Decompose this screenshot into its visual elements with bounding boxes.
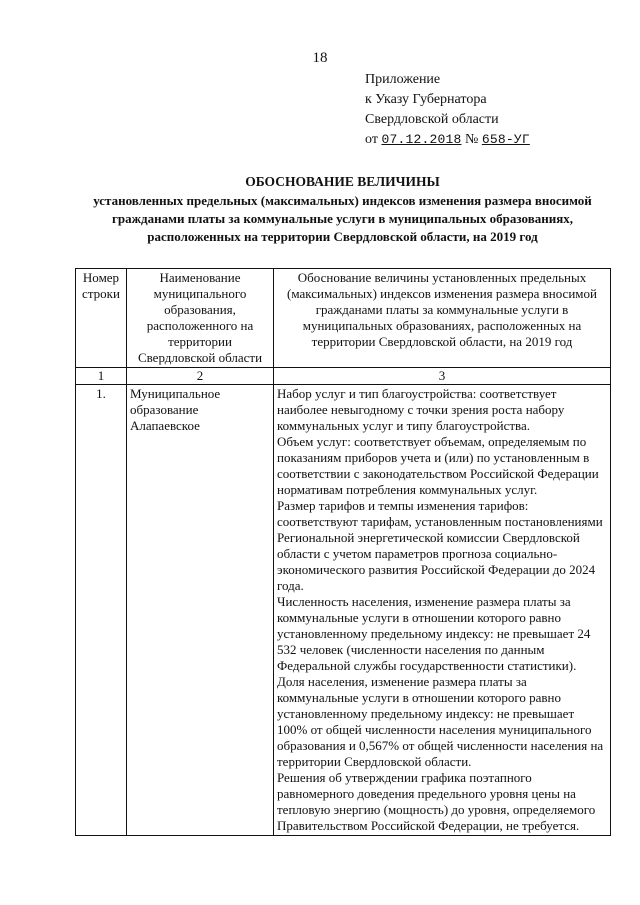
justification-paragraph: Доля населения, изменение размера платы за коммунальные услуги в отношении которого равно установленному предельному индексу: не превышает 100% от общей численности населения муниципального образования и 0,567% от общей численности населения на территории Свердловской области. — [277, 674, 604, 769]
subtitle-line: гражданами платы за коммунальные услуги в муниципальных образованиях, — [111, 211, 574, 226]
table-row — [76, 385, 611, 836]
justification-paragraph: Набор услуг и тип благоустройства: соответствует наиболее невыгодному с точки зрения роста набору коммунальных услуг и типу благоустройства. — [277, 386, 565, 433]
annex-date-line — [365, 130, 530, 150]
annex-line: Приложение — [365, 72, 441, 87]
column-number: 1 — [76, 368, 127, 385]
annex-block — [365, 70, 530, 150]
table-header-row — [76, 269, 611, 368]
annex-no-sign: № — [464, 132, 479, 147]
justification-paragraph: Объем услуг: соответствует объемам, определяемым по показаниям приборов учета и (или) по установленным в соответствии с законодательством Российской Федерации нормативам потребления коммунальных услуг. — [277, 434, 599, 497]
header-cell-name: Наименование муниципального образования, расположенного на территории Свердловской области — [127, 269, 274, 368]
header-cell-justification: Обоснование величины установленных предельных (максимальных) индексов изменения размера вносимой гражданами платы за коммунальные услуги в муниципальных образованиях, расположенных на территории Свердловской области, на 2019 год — [274, 269, 611, 368]
annex-date: 07.12.2018 — [381, 132, 462, 147]
row-number: 1. — [76, 385, 127, 836]
page-number: 18 — [312, 50, 328, 66]
document-subtitle — [70, 192, 615, 246]
column-number: 3 — [274, 368, 611, 385]
municipality-name: Муниципальное образование Алапаевское — [127, 385, 274, 836]
annex-from: от — [365, 132, 378, 147]
column-number: 2 — [127, 368, 274, 385]
justification-paragraph: Размер тарифов и темпы изменения тарифов: соответствуют тарифам, установленным постановлениями Региональной энергетической комиссии Свердловской области с учетом параметров прогноза социально-экономического развития Российской Федерации до 2024 года. — [277, 498, 603, 593]
subtitle-line: расположенных на территории Свердловской области, на 2019 год — [147, 229, 538, 244]
header-cell-number: Номер строки — [76, 269, 127, 368]
annex-line: к Указу Губернатора — [365, 92, 487, 107]
column-number-row — [76, 368, 611, 385]
annex-line: Свердловской области — [365, 112, 499, 127]
annex-number: 658-УГ — [481, 132, 530, 147]
justification-table — [75, 268, 611, 836]
justification-paragraph: Численность населения, изменение размера платы за коммунальные услуги в отношении которого равно установленному предельному индексу: не превышает 24 532 человек (численности населения по данным Федеральной службы государственности статистики). — [277, 594, 591, 673]
justification-paragraph: Решения об утверждении графика поэтапного равномерного доведения предельного уровня цены на тепловую энергию (мощность) до уровня, определяемого Правительством Российской Федерации, не требуется. — [277, 770, 596, 833]
justification-text — [274, 385, 611, 836]
document-title: ОБОСНОВАНИЕ ВЕЛИЧИНЫ — [245, 174, 440, 189]
subtitle-line: установленных предельных (максимальных) индексов изменения размера вносимой — [93, 193, 592, 208]
